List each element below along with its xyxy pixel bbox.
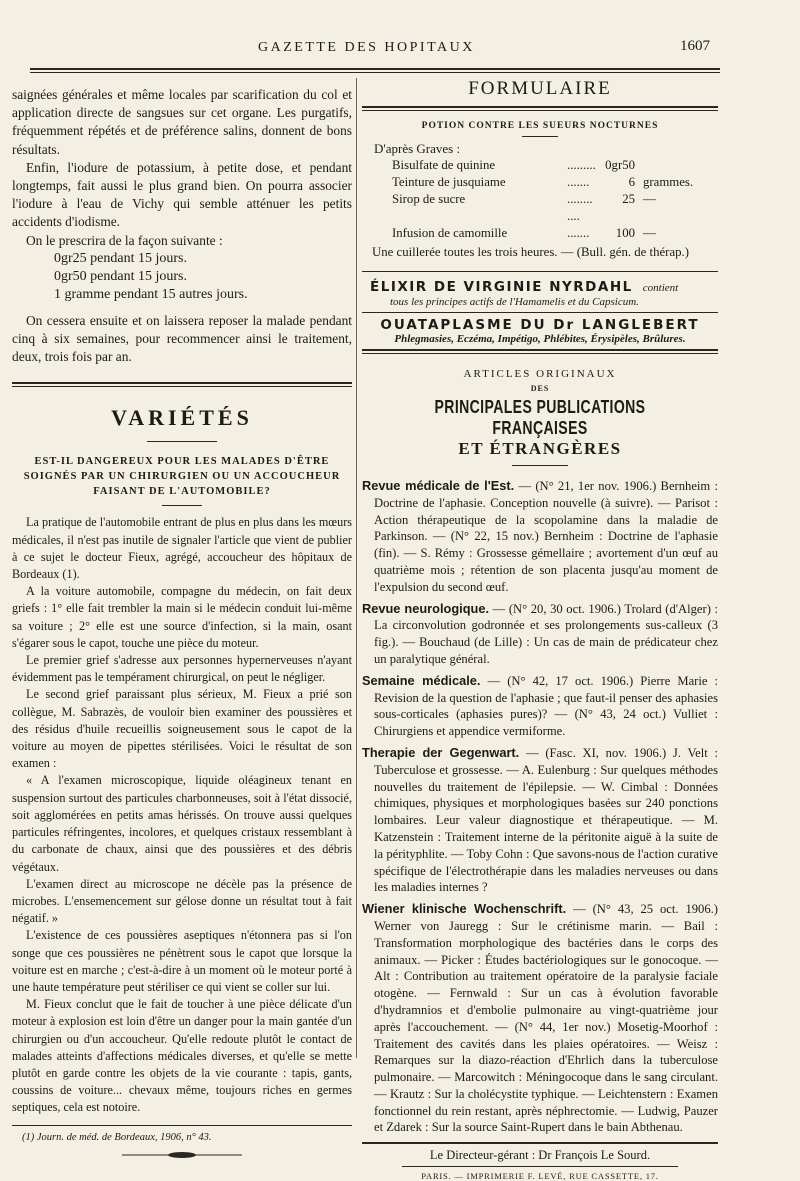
articles-rule (512, 465, 568, 466)
ingredient-name: Sirop de sucre (392, 192, 466, 206)
dosage-line: 1 gramme pendant 15 autres jours. (54, 286, 248, 302)
paragraph: Enfin, l'iodure de potassium, à petite dose, et pendant longtemps, fait aussi le plus grand bien. On pourra associer l'iodure à l'eau de Vichy qui semble atténuer les petits accidents d'iodisme. (12, 159, 352, 230)
dosage-list (12, 250, 352, 304)
ad-rule-thin (362, 353, 718, 354)
section-title: VARIÉTÉS (111, 405, 253, 431)
article-body (12, 514, 352, 1116)
journal-text: — (N° 21, 1er nov. 1906.) Bernheim : Doctrine de l'aphasie. Conception nouvelle (à suivre). — Parisot : Action thérapeutique de la scopolamine dans la maladie de Parkinson. — (N° 22, 15 nov.) Bernheim : Doctrine de l'aphasie (fin). — S. Rémy : Grossesse gémellaire ; avortement d'un œuf au quatrième mois ; rétention de son placenta jusqu'au moment de l'expulsion du second œuf. (374, 479, 718, 594)
ingredient-dots: ....... (567, 175, 590, 189)
ingredient-dots: ......... (567, 158, 596, 172)
journal-entry (362, 901, 718, 1136)
journal-entry (362, 745, 718, 896)
page-number: 1607 (680, 38, 710, 54)
journal-entry (362, 478, 718, 596)
journal-name: Revue neurologique. (362, 600, 490, 616)
journal-list (362, 478, 718, 1136)
ingredient-unit: — (643, 226, 656, 240)
formulaire-rule-thin (362, 110, 718, 111)
elixir-ad (362, 278, 718, 308)
etrangeres-heading: ET ÉTRANGÈRES (458, 439, 622, 458)
formulaire-rule (362, 106, 718, 108)
paragraph: Le premier grief s'adresse aux personnes hypernerveuses n'ayant évidemment pas le tempérament chirurgical, on peut le négliger. (12, 653, 352, 685)
article-title-rule (162, 505, 202, 506)
column-divider (356, 78, 357, 1058)
des-label: DES (530, 384, 550, 393)
ingredient-dots: ........ .... (567, 192, 593, 223)
principales-heading: PRINCIPALES PUBLICATIONS FRANÇAISES (434, 397, 646, 438)
ingredient-row (362, 174, 718, 191)
journal-name: Wiener klinische Wochenschrift. (362, 901, 567, 917)
ingredient-name: Bisulfate de quinine (392, 158, 496, 172)
dosage-line: 0gr25 pendant 15 jours. (54, 250, 187, 266)
ingredient-dots: ....... (567, 226, 590, 240)
ingredient-name: Infusion de camomille (392, 226, 508, 240)
section-rule (12, 382, 352, 384)
paragraph: « A l'examen microscopique, liquide oléagineux tenant en suspension surtout des particules charbonneuses, soit à l'état dissocié, soit agglomérées en petits amas hérissés. On trouve aussi quelques particules réfringentes, incolores, et quelques cristaux ressemblant à du carbonate de chaux, ainsi que des poussières et des débris végétaux. (12, 773, 352, 874)
end-ornament (122, 1151, 242, 1159)
ouataplasme-ad (362, 317, 718, 345)
ingredient-qty: 0gr50 (605, 158, 635, 172)
gerant-rule (362, 1142, 718, 1144)
journal-entry (362, 673, 718, 740)
paragraph: Le second grief paraissant plus sérieux, M. Fieux a prié son collègue, M. Sabrazès, de vouloir bien examiner des poussières et des résidus d'huile recueillis soigneusement sous le capot de la voiture au moyen de pipettes stérilisées. Voici le résultat de son examen : (12, 687, 352, 771)
ingredient-unit: grammes. (643, 175, 694, 189)
articles-head: ARTICLES ORIGINAUX (463, 368, 617, 380)
journal-text: — (N° 42, 17 oct. 1906.) Pierre Marie : Revision de la question de l'aphasie ; que faut-il penser des aphasies sous-corticales (aphasies pures)? — (N° 43, 24 oct.) Vulliet : Chirurgiens et appendice vermiforme. (374, 673, 719, 739)
footnote-rule (12, 1125, 352, 1126)
left-column (12, 86, 352, 1164)
ad-rule (362, 312, 718, 313)
section-rule-thin (12, 386, 352, 387)
paragraph: On cessera ensuite et on laissera reposer la malade pendant cinq à six semaines, pour recommencer ainsi le traitement, deux, trois fois par an. (12, 312, 352, 365)
journal-name: Therapie der Gegenwart. (362, 744, 520, 760)
right-column (362, 74, 718, 1181)
ingredient-unit: — (643, 192, 656, 206)
ouataplasme-ad-subtitle: Phlegmasies, Eczéma, Impétigo, Phlébites, Érysipèles, Brûlures. (394, 333, 686, 345)
dosage-line: 0gr50 pendant 15 jours. (54, 268, 187, 284)
journal-text: — (N° 43, 25 oct. 1906.) Werner von Jauregg : Sur le crétinisme marin. — Bail : Transformation morphologique des bactéries dans le corps des animaux. — Picker : Études bactériologiques sur le gonocoque. — Alt : Contribution au traitement opératoire de la paralysie faciale otogène. — Fernwald : Sur un cas à évolution favorable d'hydramnios et d'embolie pulmonaire au vingt-quatrième jour après l'accouchement. — (N° 44, 1er nov.) Mosetig-Moorhof : Traitement des cavités dans les plaies opératoires. — Weisz : Remarques sur la diazo-réaction d'Ehrlich dans la tuberculose pulmonaire. — Marcowitch : Méningocoque dans le sang circulant. — Krautz : Sur la cholécystite typhique. — Leichtenstern : Examen fonctionnel du rein restant, après néphrectomie. — Ludwig, Pauzer et Zdarek : Sur la source Saint-Rupert dans le bain Abthenau. (374, 902, 718, 1135)
header-rule (30, 68, 720, 70)
ingredient-unit (635, 157, 643, 174)
paragraph: L'existence de ces poussières aseptiques n'étonnera pas si l'on songe que ces poussières ne pénètrent sous le capot que lorsque la voiture est en marche ; c'est-à-dire à un moment où le moteur porté à une haute température peut stériliser ce qui vient se coller sur lui. (12, 928, 352, 994)
elixir-ad-title: ÉLIXIR DE VIRGINIE NYRDAHL (370, 279, 633, 295)
header-rule-thin (30, 72, 720, 73)
journal-text: — (N° 20, 30 oct. 1906.) Trolard (d'Alger) : La circonvolution godronnée et ses prolongements sus-calleux (3 fig.). — Bouchaud (de Lille) : Un cas de main de prédicateur chez un paralytique général. (374, 601, 718, 666)
running-title: GAZETTE DES HOPITAUX (258, 40, 475, 55)
paragraph: saignées générales et même locales par scarification du col et application directe de sangsues sur cet organe. Les purgatifs, fréquemment répétés et de préférence salins, donnent de bons résultats. (12, 87, 352, 157)
ingredient-row (362, 225, 718, 242)
paragraph: A la voiture automobile, compagne du médecin, on fait deux griefs : 1° elle fait trembler la main si le médecin conduit lui-même sa voiture ; 2° elle est une source d'infection, si la main, osant s'égarer sous le capot, touche une pièce du moteur. (12, 584, 352, 650)
elixir-ad-tail: contient (642, 282, 679, 294)
ingredient-qty: 6 (628, 175, 635, 189)
footnote: (1) Journ. de méd. de Bordeaux, 1906, n° 43. (22, 1131, 212, 1143)
ad-rule (362, 349, 718, 351)
ingredient-list (362, 157, 718, 242)
paragraph: On le prescrira de la façon suivante : (26, 232, 223, 248)
page-header (0, 38, 800, 62)
ingredient-qty: 25 (622, 192, 635, 206)
potion-underline (522, 136, 558, 137)
ingredient-row (362, 157, 718, 174)
elixir-ad-subtitle: tous les principes actifs de l'Hamamelis et du Capsicum. (390, 296, 639, 308)
ad-rule (362, 271, 718, 272)
title-underline (147, 441, 217, 442)
ingredient-row (362, 191, 718, 225)
ingredient-name: Teinture de jusquiame (392, 175, 506, 189)
imprimerie-line: PARIS. — IMPRIMERIE F. LEVÉ, RUE CASSETTE, 17. (421, 1171, 659, 1181)
gerant-rule-thin (402, 1166, 678, 1167)
gerant-line: Le Directeur-gérant : Dr François Le Sourd. (429, 1148, 651, 1163)
potion-title: POTION CONTRE LES SUEURS NOCTURNES (421, 121, 659, 131)
attribution: D'après Graves : (374, 141, 461, 156)
formulaire-title: FORMULAIRE (468, 78, 612, 99)
journal-entry (362, 601, 718, 668)
instructions: Une cuillerée toutes les trois heures. — (Bull. gén. de thérap.) (372, 245, 689, 259)
journal-name: Semaine médicale. (362, 672, 481, 688)
ouataplasme-ad-title: OUATAPLASME DU Dr LANGLEBERT (380, 317, 700, 333)
paragraph: M. Fieux conclut que le fait de toucher à une pièce délicate d'un moteur à explosion est loin d'être un danger pour la main gantée d'un chirurgien ou d'un accoucheur. Qu'elle redoute plutôt le contact de malades atteints d'affections médicales diverses, et qu'elle se mette plutôt en garde contre les objets de la vie courante : tapis, gants, coussins de voiture... chevaux même, toujours riches en germes septiques, cela est notoire. (12, 997, 352, 1115)
article-title: EST-IL DANGEREUX POUR LES MALADES D'ÊTRE SOIGNÉS PAR UN CHIRURGIEN OU UN ACCOUCHEUR FAISANT DE L'AUTOMOBILE? (23, 456, 341, 498)
paragraph: L'examen direct au microscope ne décèle pas la présence de microbes. L'ensemencement sur gélose donne un résultat tout à fait négatif. » (12, 876, 352, 926)
journal-text: — (Fasc. XI, nov. 1906.) J. Velt : Tuberculose et grossesse. — A. Eulenburg : Sur quelques méthodes nouvelles du traitement de l'épilepsie. — W. Cimbal : Données chimiques, physiques et morphologiques basées sur 240 ponctions lombaires. Leur valeur diagnostique et thérapeutique. — M. Katzenstein : Traitement interne de la péritonite aiguë à la suite de la pérityphlite. — Toby Cohn : Que savons-nous de l'action curative spécifique de l'électrothérapie dans les maladies nerveuses ou dans les maladies internes ? (374, 745, 718, 895)
paragraph: La pratique de l'automobile entrant de plus en plus dans les mœurs médicales, il n'est pas inutile de signaler l'article que vient de publier à ce sujet le docteur Fieux, agrégé, accoucheur des hôpitaux de Bordeaux (1). (12, 515, 352, 582)
journal-name: Revue médicale de l'Est. (362, 478, 515, 493)
ingredient-qty: 100 (615, 226, 635, 240)
